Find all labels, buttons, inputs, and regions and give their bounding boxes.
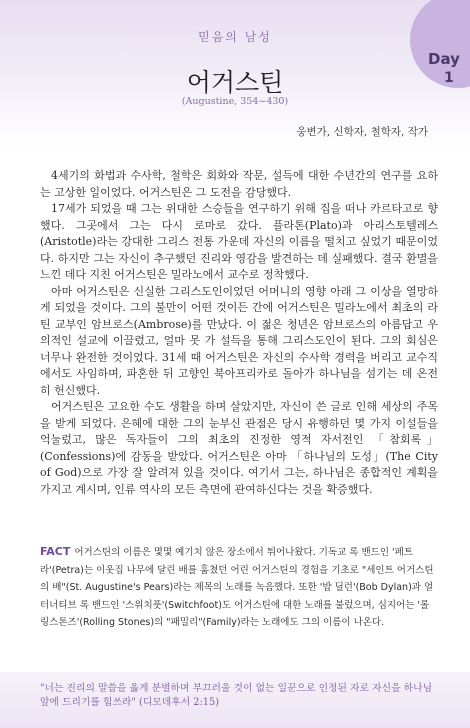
paragraph: 17세가 되었을 때 그는 위대한 스승들을 연구하기 위해 집을 떠나 카르타고로 향했다. 그곳에서 그는 다시 로마로 갔다. 플라톤(Plato)과 아리스토텔레스(Aristotle)라는 강대한 그리스 전통 가운데 자신의 이름을 떨치고 싶었기 때문이었다. 하지만 그는 자신이 추구했던 진리와 영감을 발견하는 데 실패했다. 결국 환멸을 느낀 데다 지친 어거스틴은 밀라노에서 교수로 정착했다. [40, 202, 438, 281]
scripture-quote: "너는 진리의 말씀을 옳게 분별하며 부끄러울 것이 없는 일꾼으로 인정된 자로 자신을 하나님 앞에 드리기를 힘쓰라" (디모데후서 2:15) [40, 683, 433, 708]
book-title: 믿음의 남성 [198, 30, 272, 44]
chapter-title: 어거스틴 [186, 68, 284, 97]
fact-label: FACT [40, 545, 71, 558]
scripture-box [0, 672, 470, 728]
body-text [40, 168, 438, 498]
paragraph: 어거스틴은 고요한 수도 생활을 하며 살았지만, 자신이 쓴 글로 인해 세상의 주목을 받게 되었다. 은혜에 대한 그의 눈부신 관점은 당시 유행하던 몇 가지 이설들을 억눌렀고, 많은 독자들이 그의 최초의 진정한 영적 자서전인 「참회록」(Confessions)에 감동을 받았다. 어거스틴은 아마 「하나님의 도성」(The City of God)으로 가장 잘 알려져 있을 것이다. 여기서 그는, 하나님은 종합적인 계획을 가지고 계시며, 인류 역사의 모든 측면에 관여하신다는 것을 확증했다. [40, 400, 438, 496]
fact-box [40, 543, 438, 632]
roles-line: 웅변가, 신학자, 철학자, 작가 [296, 126, 428, 138]
day-label: Day [428, 50, 460, 68]
fact-text: 어거스틴의 이름은 몇몇 예기치 않은 장소에서 튀어나왔다. 기독교 록 밴드인 '페트라'(Petra)는 이웃집 나무에 달린 배를 훔쳤던 어린 어거스틴의 경험을 기초로 "세인트 어거스틴의 배"(St. Augustine's Pears)라는 제목의 노래를 녹음했다. 또한 '밥 딜런'(Bob Dylan)과 얼터너티브 록 밴드인 '스위치풋'(Switchfoot)도 어거스틴에 대한 노래를 불렀으며, 심지어는 '롤링스톤즈'(Rolling Stones)의 "패밀리"(Family)라는 노래에도 그의 이름이 나온다. [40, 547, 434, 628]
chapter-subtitle: (Augustine, 354~430) [181, 96, 289, 107]
paragraph: 아마 어거스틴은 신실한 그리스도인이었던 어머니의 영향 아래 그 이상을 열망하게 되었을 것이다. 그의 불만이 어떤 것이든 간에 어거스틴은 밀라노에서 최초의 라틴 교부인 암브로스(Ambrose)를 만났다. 이 젊은 청년은 암브로스의 아름답고 우의적인 설교에 이끌렸고, 얼마 못 가 설득을 통해 그리스도인이 된다. 그의 회심은 너무나 완전한 것이었다. 31세 때 어거스틴은 자신의 수사학 경력을 버리고 교수직에서도 사임하며, 파혼한 뒤 고향인 북아프리카로 돌아가 하나님을 섬기는 데 온전히 헌신했다. [40, 284, 438, 397]
paragraph: 4세기의 화법과 수사학, 철학은 회화와 작문, 설득에 대한 수년간의 연구를 요하는 고상한 일이었다. 어거스틴은 그 도전을 감당했다. [40, 169, 438, 199]
day-number: 1 [444, 70, 454, 86]
